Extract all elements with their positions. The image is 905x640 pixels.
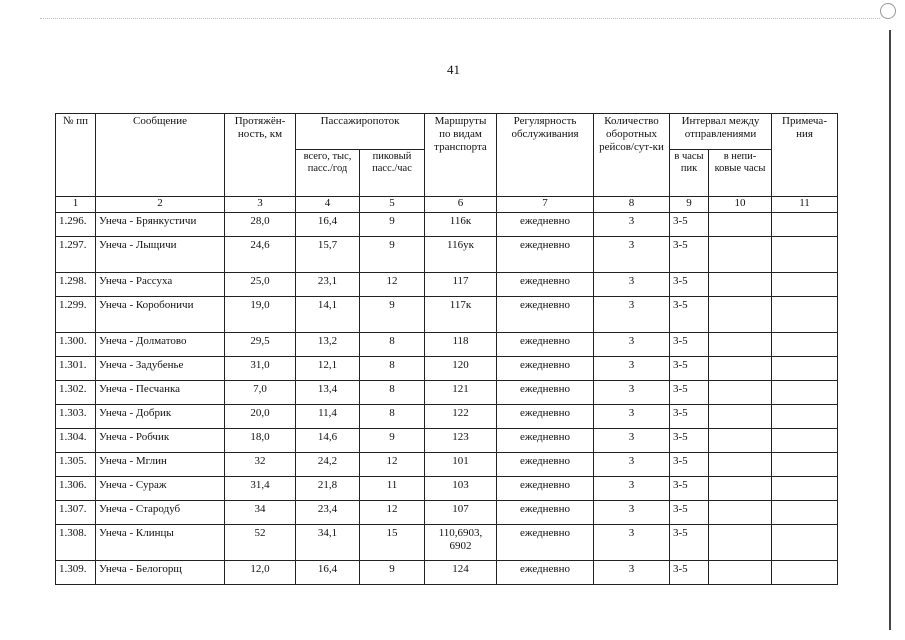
cell-regularity: ежедневно — [497, 429, 594, 453]
column-number: 1 — [56, 197, 96, 213]
cell-regularity: ежедневно — [497, 297, 594, 333]
cell-note — [772, 297, 838, 333]
header-routes-by-type: Маршруты по видам транспорта — [425, 114, 497, 197]
cell-route-numbers: 116ук — [425, 237, 497, 273]
cell-interval-peak: 3-5 — [670, 381, 709, 405]
cell-route-length: 28,0 — [225, 213, 296, 237]
cell-route-length: 25,0 — [225, 273, 296, 297]
header-flow-peak: пиковый пасс./час — [360, 150, 425, 197]
cell-interval-offpeak — [709, 501, 772, 525]
header-interval: Интервал между отправлениями — [670, 114, 772, 150]
cell-flow-peak: 9 — [360, 429, 425, 453]
cell-row-number: 1.308. — [56, 525, 96, 561]
cell-row-number: 1.296. — [56, 213, 96, 237]
cell-interval-peak: 3-5 — [670, 237, 709, 273]
cell-regularity: ежедневно — [497, 333, 594, 357]
column-number: 11 — [772, 197, 838, 213]
header-passenger-flow: Пассажиропоток — [296, 114, 425, 150]
header-row-1 — [56, 114, 838, 150]
cell-trip-count: 3 — [594, 501, 670, 525]
column-number: 2 — [96, 197, 225, 213]
cell-flow-total: 34,1 — [296, 525, 360, 561]
cell-regularity: ежедневно — [497, 453, 594, 477]
cell-regularity: ежедневно — [497, 213, 594, 237]
cell-route-length: 34 — [225, 501, 296, 525]
cell-route-name: Унеча - Мглин — [96, 453, 225, 477]
cell-route-length: 19,0 — [225, 297, 296, 333]
cell-flow-peak: 11 — [360, 477, 425, 501]
cell-interval-peak: 3-5 — [670, 405, 709, 429]
cell-row-number: 1.305. — [56, 453, 96, 477]
cell-route-length: 31,4 — [225, 477, 296, 501]
table-row — [56, 453, 838, 477]
table-row — [56, 477, 838, 501]
cell-trip-count: 3 — [594, 453, 670, 477]
cell-note — [772, 453, 838, 477]
cell-trip-count: 3 — [594, 237, 670, 273]
cell-flow-peak: 9 — [360, 297, 425, 333]
column-number: 4 — [296, 197, 360, 213]
cell-row-number: 1.299. — [56, 297, 96, 333]
cell-flow-total: 23,1 — [296, 273, 360, 297]
table-row — [56, 525, 838, 561]
cell-route-numbers: 116к — [425, 213, 497, 237]
cell-flow-total: 14,6 — [296, 429, 360, 453]
cell-note — [772, 501, 838, 525]
cell-trip-count: 3 — [594, 561, 670, 585]
cell-flow-peak: 15 — [360, 525, 425, 561]
cell-row-number: 1.306. — [56, 477, 96, 501]
cell-route-name: Унеча - Долматово — [96, 333, 225, 357]
cell-interval-offpeak — [709, 381, 772, 405]
right-border-line — [889, 30, 891, 630]
cell-flow-total: 12,1 — [296, 357, 360, 381]
cell-note — [772, 381, 838, 405]
cell-flow-peak: 9 — [360, 237, 425, 273]
cell-flow-total: 24,2 — [296, 453, 360, 477]
cell-flow-peak: 8 — [360, 333, 425, 357]
cell-regularity: ежедневно — [497, 237, 594, 273]
cell-interval-offpeak — [709, 333, 772, 357]
cell-regularity: ежедневно — [497, 477, 594, 501]
cell-flow-total: 13,4 — [296, 381, 360, 405]
header-notes: Примеча-ния — [772, 114, 838, 197]
cell-flow-peak: 12 — [360, 453, 425, 477]
cell-note — [772, 405, 838, 429]
cell-note — [772, 477, 838, 501]
cell-route-numbers: 107 — [425, 501, 497, 525]
cell-interval-peak: 3-5 — [670, 453, 709, 477]
cell-note — [772, 237, 838, 273]
cell-trip-count: 3 — [594, 405, 670, 429]
cell-regularity: ежедневно — [497, 501, 594, 525]
cell-route-numbers: 101 — [425, 453, 497, 477]
table-row — [56, 213, 838, 237]
cell-interval-offpeak — [709, 213, 772, 237]
cell-row-number: 1.304. — [56, 429, 96, 453]
cell-flow-total: 13,2 — [296, 333, 360, 357]
cell-flow-total: 16,4 — [296, 213, 360, 237]
header-length: Протяжён-ность, км — [225, 114, 296, 197]
cell-route-name: Унеча - Добрик — [96, 405, 225, 429]
cell-interval-peak: 3-5 — [670, 477, 709, 501]
cell-interval-peak: 3-5 — [670, 357, 709, 381]
cell-route-name: Унеча - Рассуха — [96, 273, 225, 297]
header-no: № пп — [56, 114, 96, 197]
cell-interval-offpeak — [709, 297, 772, 333]
column-number: 6 — [425, 197, 497, 213]
cell-interval-offpeak — [709, 561, 772, 585]
cell-interval-offpeak — [709, 453, 772, 477]
cell-regularity: ежедневно — [497, 405, 594, 429]
cell-trip-count: 3 — [594, 525, 670, 561]
table-row — [56, 297, 838, 333]
cell-regularity: ежедневно — [497, 381, 594, 405]
column-number: 5 — [360, 197, 425, 213]
cell-trip-count: 3 — [594, 381, 670, 405]
cell-flow-peak: 8 — [360, 381, 425, 405]
cell-row-number: 1.303. — [56, 405, 96, 429]
cell-route-name: Унеча - Белогорщ — [96, 561, 225, 585]
cell-route-name: Унеча - Песчанка — [96, 381, 225, 405]
cell-regularity: ежедневно — [497, 273, 594, 297]
cell-route-name: Унеча - Лыщичи — [96, 237, 225, 273]
cell-note — [772, 429, 838, 453]
header-interval-peak: в часы пик — [670, 150, 709, 197]
cell-row-number: 1.301. — [56, 357, 96, 381]
cell-route-name: Унеча - Сураж — [96, 477, 225, 501]
cell-row-number: 1.307. — [56, 501, 96, 525]
table-row — [56, 405, 838, 429]
column-number: 8 — [594, 197, 670, 213]
top-dotted-line — [40, 18, 880, 19]
cell-trip-count: 3 — [594, 429, 670, 453]
cell-note — [772, 273, 838, 297]
cell-row-number: 1.297. — [56, 237, 96, 273]
cell-note — [772, 213, 838, 237]
header-interval-offpeak: в непи-ковые часы — [709, 150, 772, 197]
table-row — [56, 501, 838, 525]
corner-mark — [880, 3, 896, 19]
column-number: 10 — [709, 197, 772, 213]
cell-trip-count: 3 — [594, 273, 670, 297]
cell-route-name: Унеча - Клинцы — [96, 525, 225, 561]
cell-interval-offpeak — [709, 405, 772, 429]
cell-route-length: 7,0 — [225, 381, 296, 405]
cell-interval-offpeak — [709, 273, 772, 297]
table-row — [56, 237, 838, 273]
cell-route-length: 18,0 — [225, 429, 296, 453]
cell-trip-count: 3 — [594, 333, 670, 357]
cell-regularity: ежедневно — [497, 561, 594, 585]
transport-schedule-table — [55, 113, 838, 585]
header-route: Сообщение — [96, 114, 225, 197]
cell-route-length: 12,0 — [225, 561, 296, 585]
cell-route-numbers: 110,6903, 6902 — [425, 525, 497, 561]
table-row — [56, 357, 838, 381]
cell-flow-total: 23,4 — [296, 501, 360, 525]
cell-interval-offpeak — [709, 237, 772, 273]
cell-interval-peak: 3-5 — [670, 561, 709, 585]
table-row — [56, 273, 838, 297]
cell-route-numbers: 117 — [425, 273, 497, 297]
cell-interval-offpeak — [709, 525, 772, 561]
cell-flow-total: 21,8 — [296, 477, 360, 501]
header-trips: Количество оборотных рейсов/сут-ки — [594, 114, 670, 197]
table-row — [56, 429, 838, 453]
cell-row-number: 1.309. — [56, 561, 96, 585]
table-row — [56, 381, 838, 405]
cell-flow-total: 14,1 — [296, 297, 360, 333]
cell-route-numbers: 123 — [425, 429, 497, 453]
cell-trip-count: 3 — [594, 357, 670, 381]
cell-note — [772, 561, 838, 585]
cell-interval-peak: 3-5 — [670, 213, 709, 237]
cell-route-numbers: 121 — [425, 381, 497, 405]
table-row — [56, 561, 838, 585]
cell-route-numbers: 122 — [425, 405, 497, 429]
cell-route-numbers: 124 — [425, 561, 497, 585]
cell-flow-peak: 9 — [360, 561, 425, 585]
column-number: 9 — [670, 197, 709, 213]
cell-flow-total: 11,4 — [296, 405, 360, 429]
cell-row-number: 1.302. — [56, 381, 96, 405]
cell-interval-offpeak — [709, 357, 772, 381]
cell-interval-offpeak — [709, 477, 772, 501]
cell-route-length: 20,0 — [225, 405, 296, 429]
cell-interval-offpeak — [709, 429, 772, 453]
cell-note — [772, 357, 838, 381]
column-number-row — [56, 197, 838, 213]
cell-route-name: Унеча - Брянкустичи — [96, 213, 225, 237]
cell-interval-peak: 3-5 — [670, 297, 709, 333]
cell-route-length: 24,6 — [225, 237, 296, 273]
cell-route-numbers: 120 — [425, 357, 497, 381]
cell-route-length: 31,0 — [225, 357, 296, 381]
column-number: 3 — [225, 197, 296, 213]
cell-flow-peak: 12 — [360, 273, 425, 297]
header-flow-total: всего, тыс, пасс./год — [296, 150, 360, 197]
cell-row-number: 1.298. — [56, 273, 96, 297]
table-row — [56, 333, 838, 357]
cell-route-name: Унеча - Стародуб — [96, 501, 225, 525]
cell-route-numbers: 117к — [425, 297, 497, 333]
cell-route-numbers: 103 — [425, 477, 497, 501]
cell-route-numbers: 118 — [425, 333, 497, 357]
cell-flow-peak: 9 — [360, 213, 425, 237]
cell-trip-count: 3 — [594, 477, 670, 501]
cell-trip-count: 3 — [594, 297, 670, 333]
cell-regularity: ежедневно — [497, 525, 594, 561]
cell-flow-total: 16,4 — [296, 561, 360, 585]
cell-flow-peak: 8 — [360, 357, 425, 381]
page-number: 41 — [447, 62, 460, 77]
cell-row-number: 1.300. — [56, 333, 96, 357]
cell-flow-total: 15,7 — [296, 237, 360, 273]
cell-interval-peak: 3-5 — [670, 525, 709, 561]
cell-route-length: 29,5 — [225, 333, 296, 357]
cell-route-name: Унеча - Коробоничи — [96, 297, 225, 333]
column-number: 7 — [497, 197, 594, 213]
cell-interval-peak: 3-5 — [670, 333, 709, 357]
cell-interval-peak: 3-5 — [670, 501, 709, 525]
cell-note — [772, 333, 838, 357]
cell-regularity: ежедневно — [497, 357, 594, 381]
cell-route-name: Унеча - Задубенье — [96, 357, 225, 381]
cell-interval-peak: 3-5 — [670, 273, 709, 297]
cell-route-name: Унеча - Робчик — [96, 429, 225, 453]
header-regularity: Регулярность обслуживания — [497, 114, 594, 197]
cell-note — [772, 525, 838, 561]
cell-route-length: 32 — [225, 453, 296, 477]
cell-interval-peak: 3-5 — [670, 429, 709, 453]
cell-route-length: 52 — [225, 525, 296, 561]
cell-trip-count: 3 — [594, 213, 670, 237]
cell-flow-peak: 12 — [360, 501, 425, 525]
cell-flow-peak: 8 — [360, 405, 425, 429]
